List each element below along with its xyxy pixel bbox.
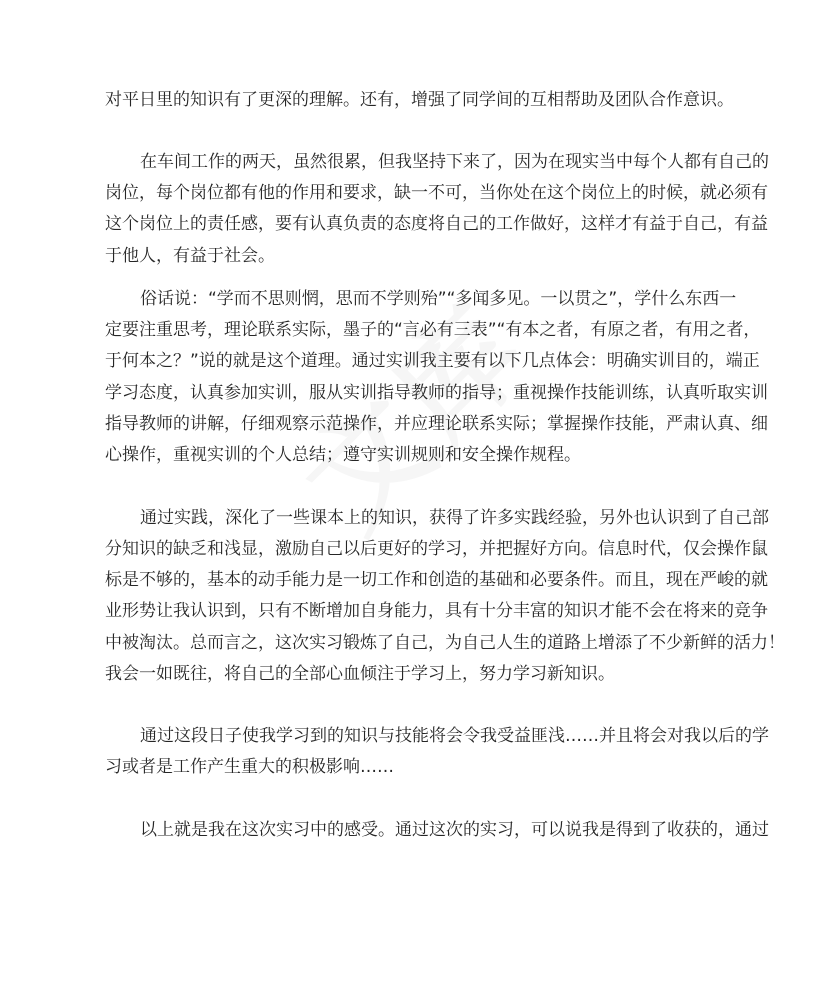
paragraph-4-line-3: 标是不够的，基本的动手能力是一切工作和创造的基础和必要条件。而且，现在严峻的就 xyxy=(105,570,768,590)
paragraph-4-line-6: 我会一如既往，将自己的全部心血倾注于学习上，努力学习新知识。 xyxy=(105,664,615,684)
paragraph-3-line-3: 于何本之？”说的就是这个道理。通过实训我主要有以下几点体会：明确实训目的，端正 xyxy=(105,351,760,371)
paragraph-3-line-4: 学习态度，认真参加实训，服从实训指导教师的指导；重视操作技能训练，认真听取实训 xyxy=(105,383,768,403)
paragraph-3-line-2: 定要注重思考，理论联系实际，墨子的“言必有三表”“有本之者，有原之者，有用之者， xyxy=(105,320,761,340)
paragraph-3-line-6: 心操作，重视实训的个人总结；遵守实训规则和安全操作规程。 xyxy=(105,445,581,465)
paragraph-2-line-1: 在车间工作的两天，虽然很累，但我坚持下来了，因为在现实当中每个人都有自己的 xyxy=(140,152,769,172)
paragraph-4-line-5: 中被淘汰。总而言之，这次实习锻炼了自己，为自己人生的道路上增添了不少新鲜的活力！ xyxy=(105,633,785,653)
paragraph-1-line-1: 对平日里的知识有了更深的理解。还有，增强了同学间的互相帮助及团队合作意识。 xyxy=(105,90,734,110)
paragraph-2-line-4: 于他人，有益于社会。 xyxy=(105,246,275,266)
paragraph-5-line-1: 通过这段日子使我学习到的知识与技能将会令我受益匪浅……并且将会对我以后的学 xyxy=(140,726,769,746)
paragraph-4-line-4: 业形势让我认识到，只有不断增加自身能力，具有十分丰富的知识才能不会在将来的竞争 xyxy=(105,601,768,621)
paragraph-3-line-1: 俗话说：“学而不思则惘，思而不学则殆”“多闻多见。一以贯之”，学什么东西一 xyxy=(140,289,737,309)
paragraph-5-line-2: 习或者是工作产生重大的积极影响…… xyxy=(105,757,394,777)
paragraph-4-line-2: 分知识的缺乏和浅显，激励自己以后更好的学习，并把握好方向。信息时代，仅会操作鼠 xyxy=(105,539,768,559)
paragraph-4-line-1: 通过实践，深化了一些课本上的知识，获得了许多实践经验，另外也认识到了自己部 xyxy=(140,508,769,528)
paragraph-3-line-5: 指导教师的讲解，仔细观察示范操作，并应理论联系实际；掌握操作技能，严肃认真、细 xyxy=(105,414,768,434)
paragraph-6-line-1: 以上就是我在这次实习中的感受。通过这次的实习，可以说我是得到了收获的，通过 xyxy=(140,820,769,840)
paragraph-2-line-3: 这个岗位上的责任感，要有认真负责的态度将自己的工作做好，这样才有益于自己，有益 xyxy=(105,214,768,234)
paragraph-2-line-2: 岗位，每个岗位都有他的作用和要求，缺一不可，当你处在这个岗位上的时候，就必须有 xyxy=(105,183,768,203)
